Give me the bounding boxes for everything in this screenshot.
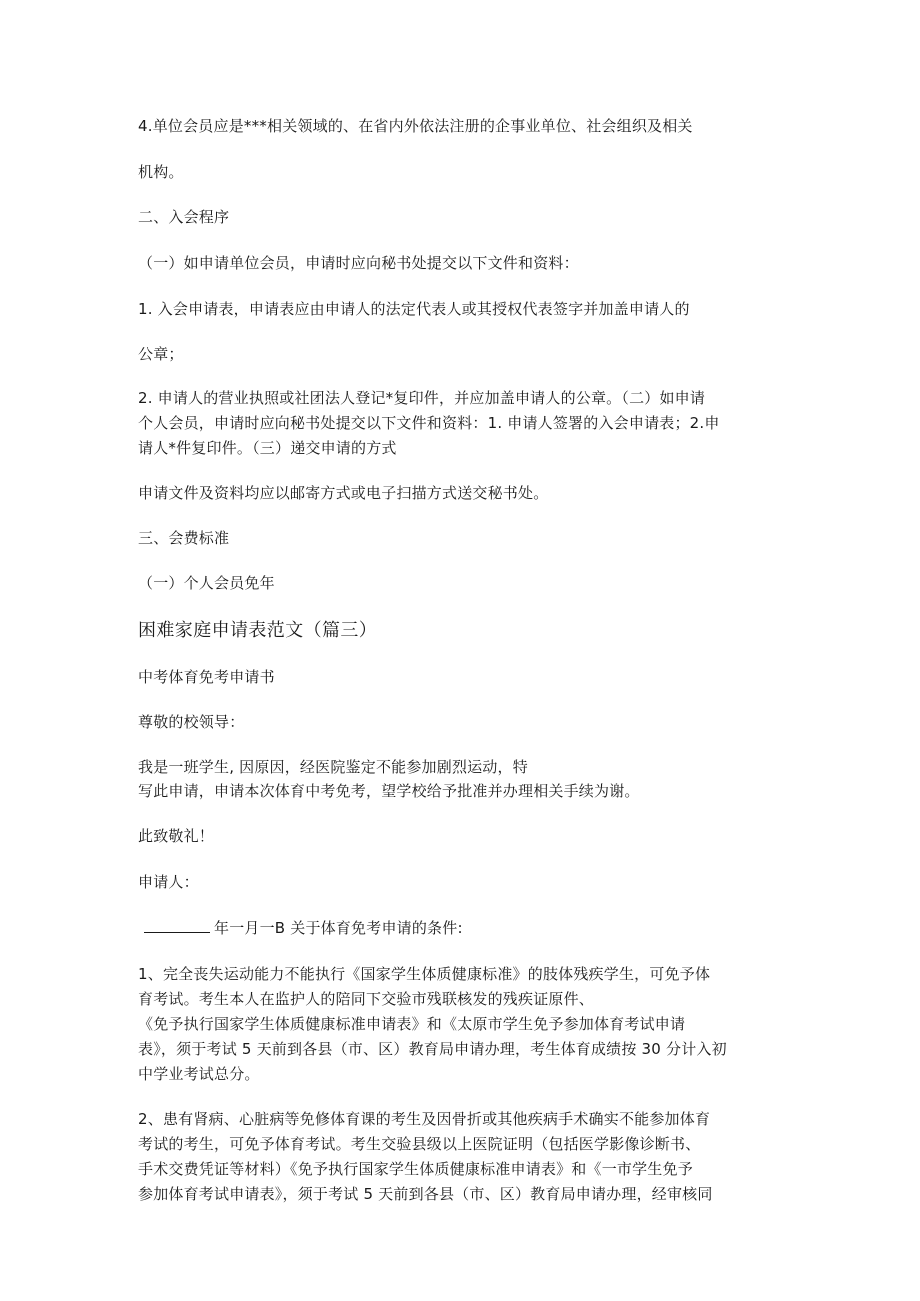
section-heading-fee-standard: 三、会费标准 [138,529,230,547]
letter-salutation: 尊敬的校领导： [138,713,245,731]
paragraph-item-2-line-1: 2. 申请人的营业执照或社团法人登记*复印件，并应加盖申请人的公章。（二）如申请 [138,389,706,407]
condition-2-line-2: 考试的考生，可免予体育考试。考生交验县级以上医院证明（包括医学影像诊断书、 [138,1135,701,1153]
paragraph-continuation: 机构。 [138,163,184,181]
condition-1-line-1: 1、完全丧失运动能力不能执行《国家学生体质健康标准》的肢体残疾学生，可免予体 [138,965,711,983]
paragraph-continuation: 公章； [138,345,184,363]
condition-1-line-4: 表》，须于考试 5 天前到各县（市、区）教育局申请办理，考生体育成绩按 30 分计入初 [138,1040,727,1058]
paragraph-unit-application: （一）如申请单位会员，申请时应向秘书处提交以下文件和资料： [138,254,579,272]
condition-1-line-5: 中学业考试总分。 [138,1065,260,1083]
paragraph-item-1: 1. 入会申请表，申请表应由申请人的法定代表人或其授权代表签字并加盖申请人的 [138,300,690,318]
date-and-conditions-line [144,915,794,941]
paragraph-item-2-line-2: 个人会员，申请时应向秘书处提交以下文件和资料：1. 申请人签署的入会申请表；2.申 [138,414,720,432]
letter-closing: 此致敬礼！ [138,827,215,845]
paragraph-individual-fee: （一）个人会员免年 [138,574,275,592]
date-conditions-text: 年一月一B 关于体育免考申请的条件: [214,919,463,937]
letter-body-line-1: 我是一班学生, 因原因，经医院鉴定不能参加剧烈运动，特 [138,758,528,776]
letter-title: 中考体育免考申请书 [138,668,275,686]
section-heading-admission-procedure: 二、入会程序 [138,208,230,226]
condition-1-line-2: 育考试。考生本人在监护人的陪同下交验市残联核发的残疾证原件、 [138,990,595,1008]
paragraph-submission-method: 申请文件及资料均应以邮寄方式或电子扫描方式送交秘书处。 [138,484,549,502]
letter-signature-label: 申请人： [138,873,199,891]
paragraph-item-2-line-3: 请人*件复印件。（三）递交申请的方式 [138,439,397,457]
paragraph-unit-member-requirement: 4.单位会员应是***相关领域的、在省内外依法注册的企事业单位、社会组织及相关 [138,117,693,135]
date-blank-underline [144,931,210,933]
condition-2-line-1: 2、患有肾病、心脏病等免修体育课的考生及因骨折或其他疾病手术确实不能参加体育 [138,1110,711,1128]
condition-2-line-3: 手术交费凭证等材料）《免予执行国家学生体质健康标准申请表》和《一市学生免予 [138,1160,693,1178]
condition-1-line-3: 《免予执行国家学生体质健康标准申请表》和《太原市学生免予参加体育考试申请 [138,1015,686,1033]
article-title: 困难家庭申请表范文（篇三） [138,620,378,641]
condition-2-line-4: 参加体育考试申请表》，须于考试 5 天前到各县（市、区）教育局申请办理，经审核同 [138,1185,713,1203]
letter-body-line-2: 写此申请，申请本次体育中考免考，望学校给予批准并办理相关手续为谢。 [138,782,640,800]
